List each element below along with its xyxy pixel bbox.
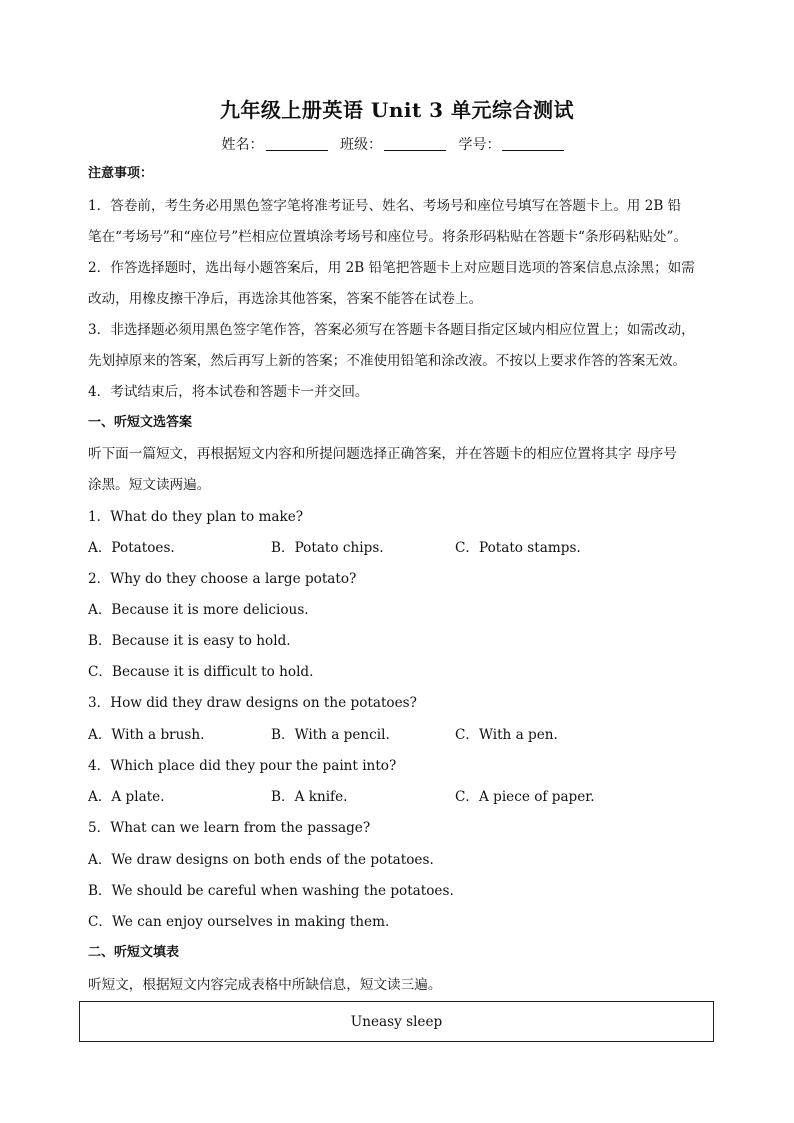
answer-table bbox=[79, 1001, 714, 1042]
q5-option-b[interactable]: B．We should be careful when washing the potatoes. bbox=[88, 883, 454, 899]
student-info-row bbox=[0, 134, 794, 154]
section2-heading: 二、听短文填表 bbox=[88, 945, 180, 960]
q3-option-c[interactable]: C．With a pen. bbox=[455, 727, 558, 743]
class-blank[interactable] bbox=[384, 136, 446, 151]
name-label: 姓名： bbox=[221, 137, 264, 153]
q2-option-c[interactable]: C．Because it is difficult to hold. bbox=[88, 664, 314, 680]
section1-instructions: 涂黑。短文读两遍。 bbox=[88, 477, 211, 493]
id-label: 学号： bbox=[458, 137, 501, 153]
notes-line: 改动，用橡皮擦干净后，再选涂其他答案，答案不能答在试卷上。 bbox=[88, 291, 483, 307]
notes-line: 笔在“考场号”和“座位号”栏相应位置填涂考场号和座位号。将条形码粘贴在答题卡“条形码粘贴处”。 bbox=[88, 229, 688, 245]
question-2: 2．Why do they choose a large potato? bbox=[88, 571, 357, 587]
q2-option-a[interactable]: A．Because it is more delicious. bbox=[88, 602, 309, 618]
table-title: Uneasy sleep bbox=[350, 1014, 443, 1030]
id-blank[interactable] bbox=[502, 136, 564, 151]
q1-option-b[interactable]: B．Potato chips. bbox=[271, 540, 384, 556]
section1-heading: 一、听短文选答案 bbox=[88, 415, 193, 430]
page-title: 九年级上册英语 Unit 3 单元综合测试 bbox=[219, 98, 575, 122]
q1-option-c[interactable]: C．Potato stamps. bbox=[455, 540, 581, 556]
notes-line: 4．考试结束后，将本试卷和答题卡一并交回。 bbox=[88, 384, 369, 400]
notes-line: 先划掉原来的答案，然后再写上新的答案；不准使用铅笔和涂改液。不按以上要求作答的答案无效。 bbox=[88, 353, 687, 369]
question-5: 5．What can we learn from the passage? bbox=[88, 820, 371, 836]
notes-line: 3．非选择题必须用黑色签字笔作答，答案必须写在答题卡各题目指定区域内相应位置上；如需改动， bbox=[88, 322, 695, 338]
notes-heading: 注意事项： bbox=[88, 166, 154, 181]
question-4: 4．Which place did they pour the paint into? bbox=[88, 758, 397, 774]
q5-option-c[interactable]: C．We can enjoy ourselves in making them. bbox=[88, 914, 390, 930]
question-1: 1．What do they plan to make? bbox=[88, 509, 304, 525]
section1-instructions: 听下面一篇短文，再根据短文内容和所提问题选择正确答案，并在答题卡的相应位置将其字 母序号 bbox=[88, 446, 677, 462]
q4-option-b[interactable]: B．A knife. bbox=[271, 789, 348, 805]
q2-option-b[interactable]: B．Because it is easy to hold. bbox=[88, 633, 291, 649]
q4-option-c[interactable]: C．A piece of paper. bbox=[455, 789, 595, 805]
q1-option-a[interactable]: A．Potatoes. bbox=[88, 540, 175, 556]
q3-option-b[interactable]: B．With a pencil. bbox=[271, 727, 390, 743]
question-3: 3．How did they draw designs on the potatoes? bbox=[88, 695, 417, 711]
section2-instructions: 听短文，根据短文内容完成表格中所缺信息，短文读三遍。 bbox=[88, 977, 442, 993]
name-blank[interactable] bbox=[266, 136, 328, 151]
notes-line: 2．作答选择题时，选出每小题答案后，用 2B 铅笔把答题卡上对应题目选项的答案信息点涂黑；如需 bbox=[88, 260, 695, 276]
q4-option-a[interactable]: A．A plate. bbox=[88, 789, 165, 805]
q5-option-a[interactable]: A．We draw designs on both ends of the potatoes. bbox=[88, 852, 434, 868]
q3-option-a[interactable]: A．With a brush. bbox=[88, 727, 205, 743]
notes-line: 1．答卷前，考生务必用黑色签字笔将准考证号、姓名、考场号和座位号填写在答题卡上。用 2B 铅 bbox=[88, 198, 682, 214]
class-label: 班级： bbox=[340, 137, 382, 153]
